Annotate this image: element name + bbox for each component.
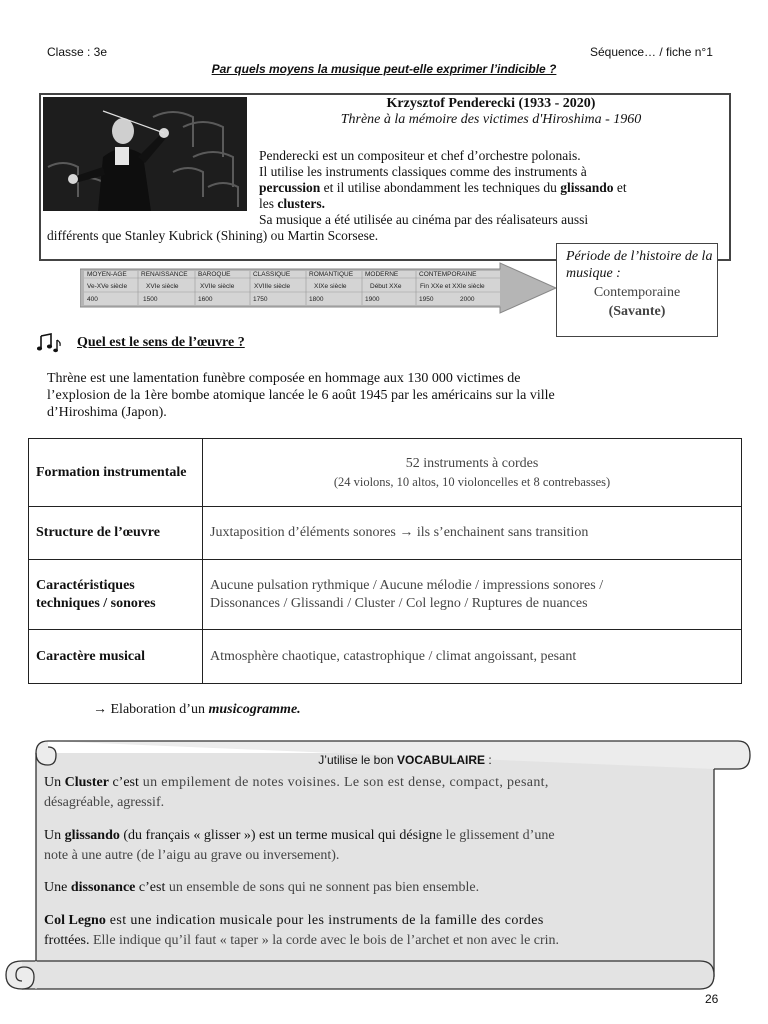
vocab-term: Col Legno [44,913,106,928]
table-cell-line: 52 instruments à cordes [405,455,539,471]
vocab-text: Un [44,775,65,790]
table-cell-line: Atmosphère chaotique, catastrophique / climat angoissant, pesant [210,648,577,664]
table-row-header: Caractéristiques techniques / sonores [29,560,203,629]
vocab-definition-line: note à une autre (de l’aigu au grave ou inversement). [44,848,340,863]
page-subtitle: Par quels moyens la musique peut-elle exprimer l’indicible ? [211,62,557,76]
page-number: 26 [705,992,719,1006]
timeline-century: XVIIe siècle [200,283,235,290]
table-cell [203,560,741,629]
vocab-title-text: : [485,753,492,767]
vocab-text: c’est [135,880,166,895]
table-cell [203,507,741,559]
conductor-image [43,97,247,211]
table-cell [203,630,741,683]
vocab-title-emph: VOCABULAIRE [397,753,486,767]
bio-line: Sa musique a été utilisée au cinéma par des réalisateurs aussi [259,212,589,227]
table-row-header: Formation instrumentale [29,439,203,506]
timeline-period: RENAISSANCE [141,271,188,278]
timeline-year: 1950 [419,296,434,303]
vocab-text: c’est [108,775,139,790]
bio-line [259,180,627,196]
elaboration-term: musicogramme. [208,702,301,717]
timeline-year: 1900 [365,296,380,303]
vocab-term: glissando [64,828,120,843]
work-title: Thrène à la mémoire des victimes d'Hiroshima - 1960 [340,112,642,127]
vocab-text: Un [44,828,65,843]
timeline-century: Fin XXe et XXIe siècle [420,283,485,290]
vocab-term: dissonance [70,880,136,895]
composer-photo [43,97,247,211]
table-cell-line: Aucune pulsation rythmique / Aucune mélodie / impressions sonores / [210,577,604,593]
table-cell [203,439,741,506]
timeline-century: XVIIIe siècle [254,283,291,290]
timeline-period: CLASSIQUE [253,271,291,278]
vocab-definition-line [44,826,555,846]
timeline-period: BAROQUE [198,271,231,278]
timeline-year: 1800 [309,296,324,303]
elaboration-text: → Elaboration d’un [93,702,209,717]
elaboration-line [93,702,301,718]
table-cell-line: (24 violons, 10 altos, 10 violoncelles et 8 contrebasses) [333,474,611,489]
table-row-header: Caractère musical [29,630,203,683]
table-row [28,559,742,630]
timeline-period: CONTEMPORAINE [419,271,477,278]
composer-name: Krzysztof Penderecki (1933 - 2020) [386,96,596,111]
timeline-period: MOYEN-AGE [87,271,127,278]
bio-text: et [613,180,627,195]
vocab-term: Cluster [64,775,109,790]
sens-paragraph-line: Thrène est une lamentation funèbre composée en hommage aux 130 000 victimes de [47,371,521,386]
timeline-century: XIXe siècle [314,283,347,290]
table-row-header: Structure de l’œuvre [29,507,203,559]
period-value: Contemporaine [593,285,681,300]
table-row [28,629,742,684]
vocab-text: e le glissement d’une [435,828,555,843]
sequence-label: Séquence… / fiche n°1 [590,45,713,59]
table-cell-line: Juxtaposition d’éléments sonores → ils s’enchainent sans transition [210,525,589,540]
vocab-text: Une [44,880,71,895]
bio-line: différents que Stanley Kubrick (Shining) ou Martin Scorsese. [47,228,379,243]
table-cell-line: Dissonances / Glissandi / Cluster / Col legno / Ruptures de nuances [210,595,588,611]
table-row [28,506,742,560]
sens-paragraph-line: l’explosion de la 1ère bombe atomique lancée le 6 août 1945 par les américains sur la ville [47,388,555,403]
vocab-text: (du français « glisser ») est un terme musical qui désign [119,828,436,843]
vocab-text: Elle indique qu’il faut « taper » la corde avec le bois de l’archet et non avec le crin. [89,933,560,948]
class-label: Classe : 3e [47,45,108,59]
vocab-text: frottées. [44,933,90,948]
timeline-year: 1750 [253,296,268,303]
bio-line: Penderecki est un compositeur et chef d’orchestre polonais. [259,148,581,163]
timeline-period: ROMANTIQUE [309,271,354,278]
timeline-period: MODERNE [365,271,399,278]
section-heading: Quel est le sens de l’œuvre ? [77,335,245,350]
bio-line [259,196,325,212]
vocab-text: un ensemble de sons qui ne sonnent pas bien ensemble. [165,880,480,895]
vocab-definition-line [44,931,559,951]
timeline-year: 1600 [198,296,213,303]
vocab-text: un empilement de notes voisines. Le son est dense, compact, pesant, [138,775,549,790]
vocabulary-title [240,753,570,767]
timeline-year: 1500 [143,296,158,303]
music-notes-icon [37,332,63,354]
table-row [28,438,742,507]
bold-term: clusters. [277,196,325,211]
analysis-table [28,438,742,684]
vocab-text: est une indication musicale pour les instruments de la famille des cordes [105,913,544,928]
vocab-definition-line [44,911,544,931]
period-label: Période de l’histoire de la musique : [566,249,713,281]
vocab-definition-line [44,773,549,793]
vocab-definition-line [44,878,479,898]
vocab-definition-line: désagréable, agressif. [44,795,165,810]
timeline-century: Ve-XVe siècle [87,283,128,290]
timeline-century: Début XXe [370,283,402,290]
bio-line: Il utilise les instruments classiques comme des instruments à [259,164,587,179]
bio-text: les [259,196,278,211]
timeline-year: 2000 [460,296,475,303]
timeline-century: XVIe siècle [146,283,179,290]
vocab-title-text: J’utilise le bon [318,753,398,767]
bold-term: percussion [259,180,321,195]
bio-text: et il utilise abondamment les techniques du [320,180,561,195]
timeline-year: 400 [87,296,98,303]
history-timeline [80,262,558,314]
period-type: (Savante) [608,304,666,319]
bold-term: glissando [560,180,614,195]
sens-paragraph-line: d’Hiroshima (Japon). [47,405,167,420]
